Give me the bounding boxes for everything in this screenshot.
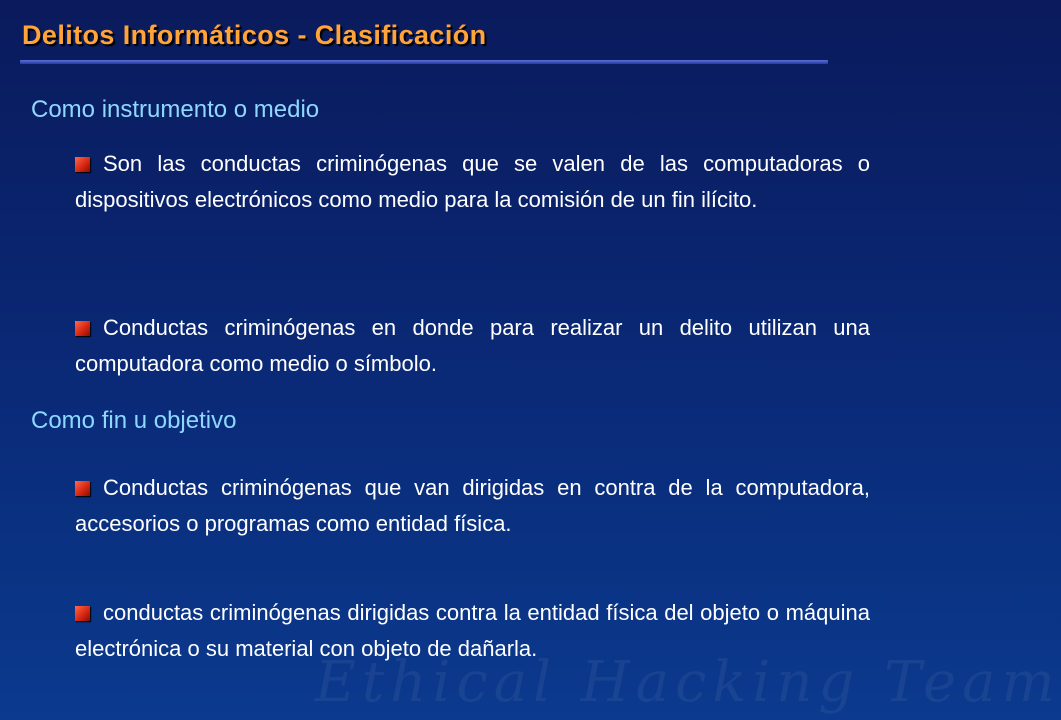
section-heading-instrumento: Como instrumento o medio — [31, 96, 320, 123]
bullet-text: Conductas criminógenas que van dirigidas en contra de la computadora, accesorios o programas como entidad física. — [75, 475, 870, 536]
slide-title: Delitos Informáticos - Clasificación — [22, 20, 487, 50]
bullet-text: conductas criminógenas dirigidas contra la entidad física del objeto o máquina electrónica o su material con objeto de dañarla. — [75, 600, 870, 661]
watermark-text: Ethical Hacking Team — [315, 650, 1061, 715]
bullet-text: Son las conductas criminógenas que se valen de las computadoras o dispositivos electrónicos como medio para la comisión de un fin ilícito. — [75, 151, 870, 212]
section-heading-fin-objetivo: Como fin u objetivo — [31, 407, 237, 434]
bullet-text: Conductas criminógenas en donde para realizar un delito utilizan una computadora como medio o símbolo. — [75, 315, 870, 376]
title-underline — [20, 60, 828, 64]
